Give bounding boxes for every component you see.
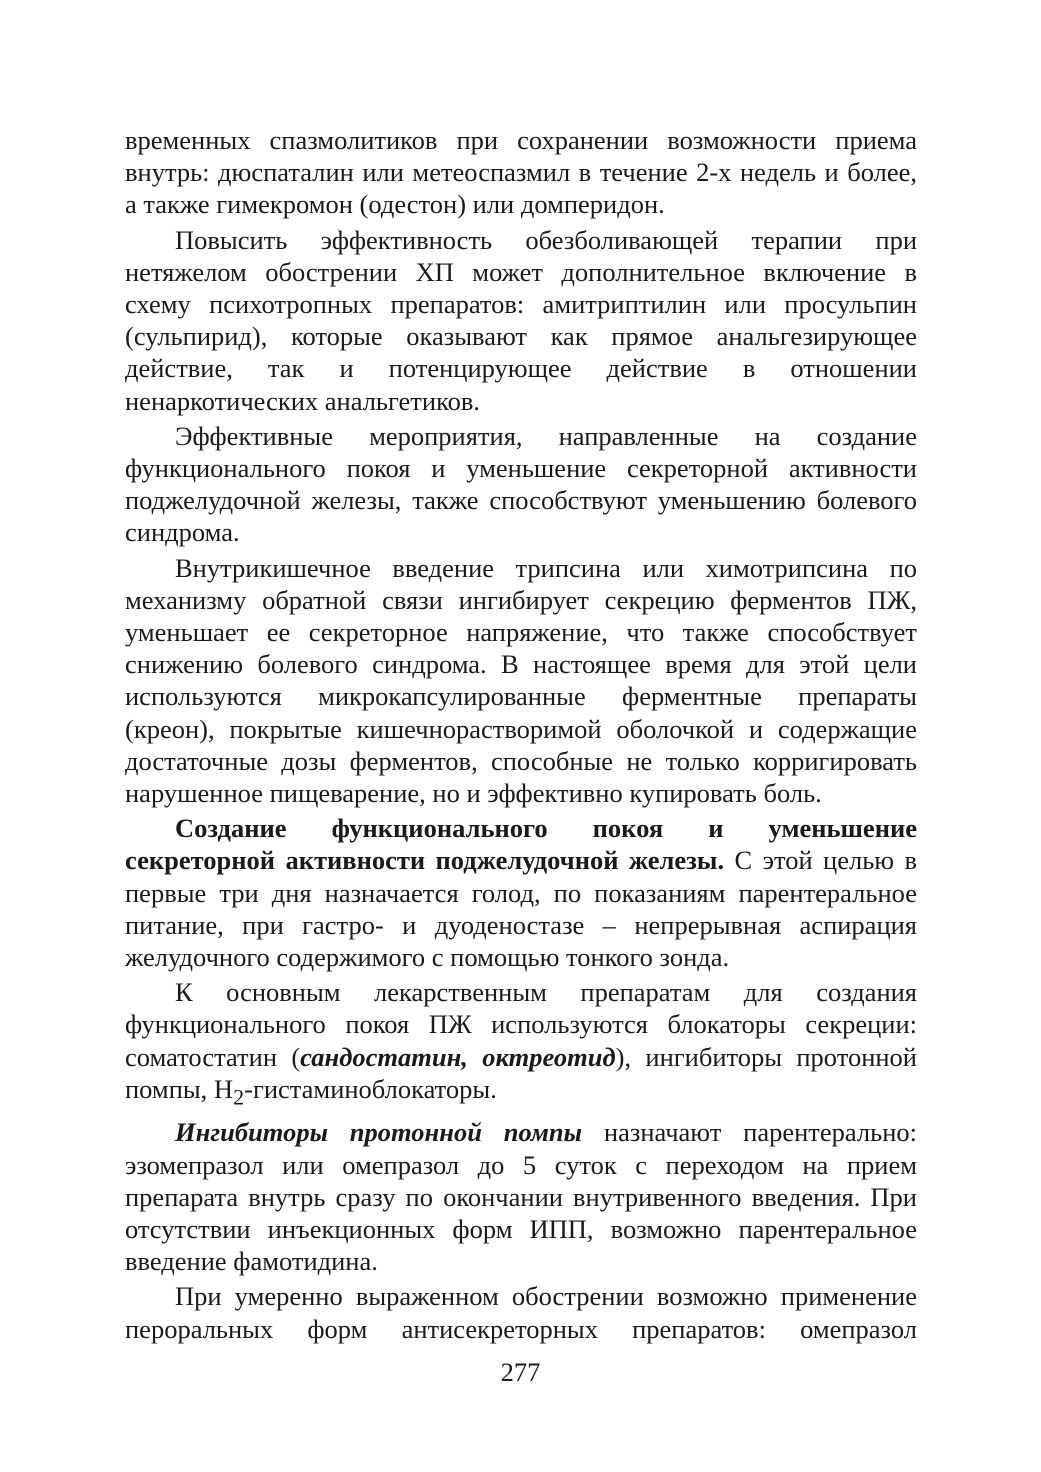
paragraph-7-text: назначают парентерально: эзомепразол или омепразол до 5 суток с переходом на прием препарата внутрь сразу по окончании внутривенного введения. При отсутствии инъекционных форм ИПП, возможно парентеральное введение фамотидина.: [125, 1117, 917, 1277]
paragraph-3: Эффективные мероприятия, направленные на создание функционального покоя и уменьшение секреторной активности поджелудочной железы, также способствуют уменьшению болевого синдрома.: [125, 420, 917, 548]
paragraph-7: [125, 1116, 917, 1277]
paragraph-1: временных спазмолитиков при сохранении возможности приема внутрь: дюспаталин или метеоспазмил в течение 2-х недель и более, а также гимекромон (одестон) или домперидон.: [125, 125, 917, 220]
drug-names: сандостатин, октреотид: [300, 1041, 616, 1072]
section-heading: Создание функционального покоя и уменьшение секреторной активности поджелудочной железы.: [125, 813, 917, 876]
paragraph-5-text: С этой целью в первые три дня назначается голод, по показаниям парентеральное питание, при гастро- и дуоденостазе – непрерывная аспирация желудочного содержимого с помощью тонкого зонда.: [125, 845, 917, 973]
paragraph-6-text-b: ), ингибиторы протонной помпы, H: [125, 1041, 917, 1104]
page-number: 277: [500, 1357, 541, 1387]
subscript-2: 2: [233, 1084, 245, 1110]
ppi-term: Ингибиторы протонной помпы: [175, 1117, 583, 1148]
paragraph-4: Внутрикишечное введение трипсина или химотрипсина по механизму обратной связи ингибирует секрецию ферментов ПЖ, уменьшает ее секреторное напряжение, что также способствует снижению болевого синдрома. В настоящее время для этой цели используются микрокапсулированные ферментные препараты (креон), покрытые кишечнорастворимой оболочкой и содержащие достаточные дозы ферментов, способные не только корригировать нарушенное пищеварение, но и эффективно купировать боль.: [125, 552, 917, 809]
paragraph-2: Повысить эффективность обезболивающей терапии при нетяжелом обострении ХП может дополнительное включение в схему психотропных препаратов: амитриптилин или просульпин (сульпирид), которые оказывают как прямое анальгезирующее действие, так и потенцирующее действие в отношении ненаркотических анальгетиков.: [125, 224, 917, 416]
paragraph-5: [125, 812, 917, 973]
paragraph-6: [125, 976, 917, 1113]
paragraph-6-text-c: -гистаминоблокаторы.: [244, 1073, 497, 1104]
paragraph-8: При умеренно выраженном обострении возможно применение пероральных форм антисекреторных препаратов: омепразол: [125, 1281, 917, 1344]
paragraph-6-text-a: К основным лекарственным препаратам для создания функционального покоя ПЖ используются блокаторы секреции: соматостатин (: [125, 977, 917, 1072]
page-body: [125, 124, 917, 1345]
